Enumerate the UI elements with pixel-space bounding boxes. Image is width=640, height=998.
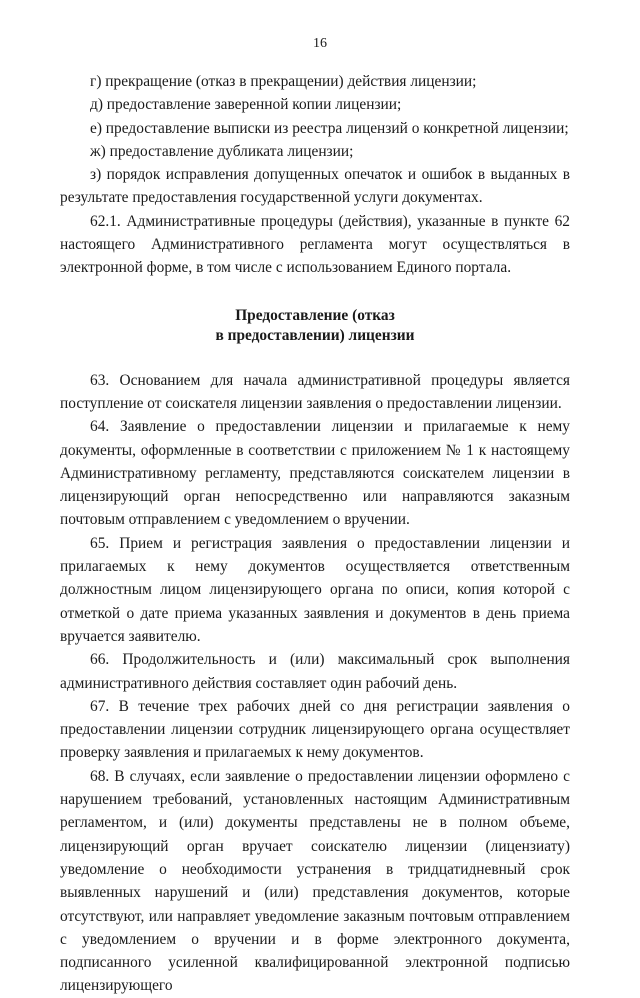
list-item-e: е) предоставление выписки из реестра лицензий о конкретной лицензии; xyxy=(90,119,569,137)
section-heading-line-2: в предоставлении) лицензии xyxy=(215,326,415,344)
paragraph-66: 66. Продолжительность и (или) максимальный срок выполнения административного действия составляет один рабочий день. xyxy=(60,651,570,692)
paragraph-65: 65. Прием и регистрация заявления о предоставлении лицензии и прилагаемых к нему документов осуществляется ответственным должностным лицом лицензирующего органа по описи, копия которой с отметкой о дате приема указанных заявления и документов в день приема вручается заявителю. xyxy=(60,534,570,645)
list-item-g: г) прекращение (отказ в прекращении) действия лицензии; xyxy=(90,73,477,90)
paragraph-64: 64. Заявление о предоставлении лицензии и прилагаемые к нему документы, оформленные в соответствии с приложением № 1 к настоящему Административному регламенту, представляются соискателем лицензии в лицензирующий орган непосредственно или направляются заказным почтовым отправлением с уведомлением о вручении. xyxy=(60,418,570,529)
list-item-d: д) предоставление заверенной копии лицензии; xyxy=(90,96,402,114)
paragraph-62-1: 62.1. Административные процедуры (действия), указанные в пункте 62 настоящего Административного регламента могут осуществляться в электронной форме, в том числе с использованием Единого портала. xyxy=(60,212,570,277)
paragraph-68: 68. В случаях, если заявление о предоставлении лицензии оформлено с нарушением требований, установленных настоящим Административным регламентом, и (или) документы представлены не в полном объеме, лицензирующий орган вручает соискателю лицензии (лицензиату) уведомление о необходимости устранения в тридцатидневный срок выявленных нарушений и (или) представления документов, которые отсутствуют, или направляет уведомление заказным почтовым отправлением с уведомлением о вручении и в форме электронного документа, подписанного усиленной квалифицированной электронной подписью лицензирующего xyxy=(60,767,570,995)
section-heading xyxy=(60,306,570,346)
paragraph-67: 67. В течение трех рабочих дней со дня регистрации заявления о предоставлении лицензии сотрудник лицензирующего органа осуществляет проверку заявления и прилагаемых к нему документов. xyxy=(60,697,570,762)
paragraph-63: 63. Основанием для начала административной процедуры является поступление от соискателя лицензии заявления о предоставлении лицензии. xyxy=(60,371,570,412)
list-item-z: з) порядок исправления допущенных опечаток и ошибок в выданных в результате предоставления государственной услуги документах. xyxy=(60,166,570,207)
section-heading-line-1: Предоставление (отказ xyxy=(235,306,395,324)
list-item-zh: ж) предоставление дубликата лицензии; xyxy=(90,142,354,160)
document-body xyxy=(60,70,570,998)
page-number: 16 xyxy=(313,36,327,51)
